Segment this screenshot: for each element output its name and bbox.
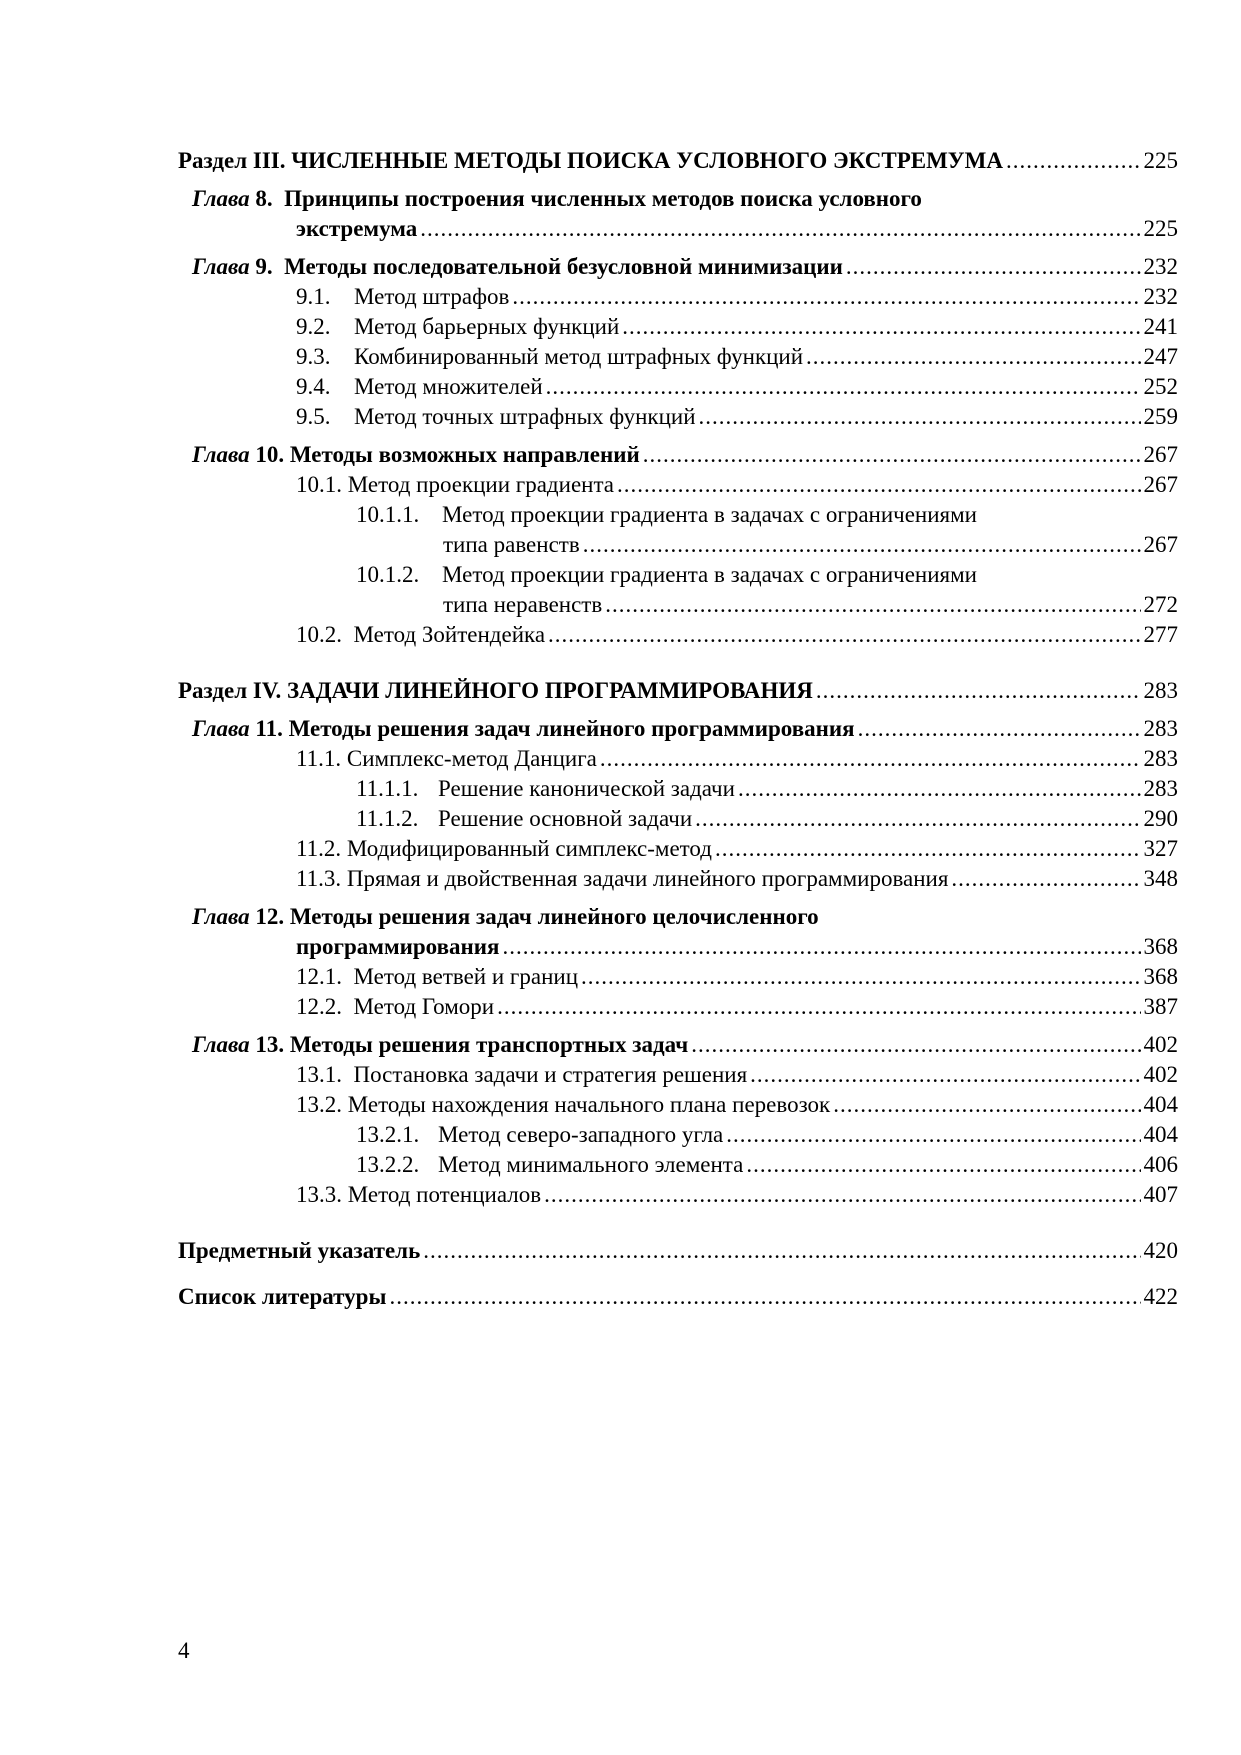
leader-dots <box>833 1090 1140 1120</box>
subsection-title-cont: типа неравенств <box>443 592 603 617</box>
chapter-prefix: Глава <box>192 186 250 211</box>
leader-dots <box>423 1236 1140 1266</box>
toc-entry-10-1[interactable] <box>178 470 1178 500</box>
subsection-number: 11.1.1. <box>356 776 419 801</box>
subsection-title: Метод минимального элемента <box>438 1152 744 1177</box>
chapter-title: Методы последовательной безусловной минимизации <box>284 254 843 279</box>
chapter-number: 11. <box>255 716 283 741</box>
section-number: 13.2. <box>296 1092 342 1117</box>
page-ref: 404 <box>1143 1092 1178 1117</box>
page-ref: 283 <box>1143 746 1178 771</box>
toc-entry-13-3[interactable] <box>178 1180 1178 1210</box>
chapter-title-cont: программирования <box>296 934 500 959</box>
section-title: Постановка задачи и стратегия решения <box>353 1062 748 1087</box>
subsection-title-cont: типа равенств <box>443 532 580 557</box>
toc-entry-section-4[interactable] <box>178 676 1178 706</box>
chapter-title-cont: экстремума <box>296 216 418 241</box>
page-ref: 247 <box>1143 344 1178 369</box>
section-number: 12.2. <box>296 994 342 1019</box>
page-ref: 402 <box>1143 1032 1178 1057</box>
page-ref: 259 <box>1143 404 1178 429</box>
toc-entry-chapter-13[interactable] <box>178 1030 1178 1060</box>
leader-dots <box>546 372 1141 402</box>
page-ref: 283 <box>1143 776 1178 801</box>
toc-entry-9-2[interactable] <box>178 312 1178 342</box>
section-title: Метод точных штрафных функций <box>354 404 696 429</box>
toc-entry-13-2-1[interactable] <box>178 1120 1178 1150</box>
page-ref: 327 <box>1143 836 1178 861</box>
page-ref: 277 <box>1143 622 1178 647</box>
toc-entry-12-1[interactable] <box>178 962 1178 992</box>
section-number: 11.1. <box>296 746 342 771</box>
toc-entry-13-2-2[interactable] <box>178 1150 1178 1180</box>
toc-entry-chapter-8-cont[interactable] <box>178 214 1178 244</box>
toc-entry-9-1[interactable] <box>178 282 1178 312</box>
chapter-number: 12. <box>255 904 285 929</box>
page-ref: 283 <box>1143 678 1178 703</box>
section-title: Метод потенциалов <box>347 1182 542 1207</box>
leader-dots <box>738 774 1141 804</box>
page-ref: 387 <box>1143 994 1178 1019</box>
toc-entry-13-1[interactable] <box>178 1060 1178 1090</box>
section-number: 10.2. <box>296 622 342 647</box>
toc-entry-11-2[interactable] <box>178 834 1178 864</box>
section-title: Прямая и двойственная задачи линейного программирования <box>346 866 949 891</box>
page-ref: 232 <box>1143 284 1178 309</box>
subsection-title: Метод проекции градиента в задачах с ограничениями <box>442 502 977 527</box>
toc-entry-section-3[interactable] <box>178 146 1178 176</box>
section-label: Раздел III. <box>178 148 286 173</box>
section-title: Метод множителей <box>354 374 543 399</box>
leader-dots <box>726 1120 1140 1150</box>
page-ref: 290 <box>1143 806 1178 831</box>
toc-entry-11-1[interactable] <box>178 744 1178 774</box>
toc-entry-chapter-8[interactable] <box>178 184 1178 214</box>
chapter-prefix: Глава <box>192 904 250 929</box>
section-number: 13.3. <box>296 1182 342 1207</box>
leader-dots <box>512 282 1140 312</box>
leader-dots <box>617 470 1140 500</box>
entry-title: Список литературы <box>178 1284 387 1309</box>
leader-dots <box>846 252 1141 282</box>
leader-dots <box>600 744 1141 774</box>
leader-dots <box>695 804 1140 834</box>
toc-entry-10-1-1[interactable] <box>178 500 1178 530</box>
toc-entry-index[interactable] <box>178 1236 1178 1266</box>
toc-entry-10-1-1-cont[interactable] <box>178 530 1178 560</box>
chapter-title: Методы возможных направлений <box>289 442 640 467</box>
subsection-number: 10.1.1. <box>356 502 420 527</box>
toc-entry-11-1-1[interactable] <box>178 774 1178 804</box>
leader-dots <box>502 932 1140 962</box>
page-ref: 422 <box>1143 1284 1178 1309</box>
subsection-title: Решение канонической задачи <box>438 776 735 801</box>
page-ref: 241 <box>1143 314 1178 339</box>
leader-dots <box>497 992 1140 1022</box>
chapter-prefix: Глава <box>192 442 250 467</box>
leader-dots <box>858 714 1141 744</box>
leader-dots <box>581 962 1141 992</box>
section-title: Метод Гомори <box>353 994 495 1019</box>
toc-entry-chapter-12-cont[interactable] <box>178 932 1178 962</box>
section-title: Комбинированный метод штрафных функций <box>354 344 804 369</box>
section-label: Раздел IV. <box>178 678 282 703</box>
subsection-title: Метод проекции градиента в задачах с ограничениями <box>442 562 977 587</box>
table-of-contents <box>178 146 1178 1312</box>
leader-dots <box>715 834 1141 864</box>
leader-dots <box>389 1282 1140 1312</box>
section-number: 9.1. <box>296 284 331 309</box>
toc-entry-9-5[interactable] <box>178 402 1178 432</box>
section-title: Метод штрафов <box>354 284 510 309</box>
chapter-title: Принципы построения численных методов поиска условного <box>284 186 922 211</box>
leader-dots <box>746 1150 1140 1180</box>
section-number: 10.1. <box>296 472 342 497</box>
page-ref: 267 <box>1143 532 1178 557</box>
section-number: 11.2. <box>296 836 342 861</box>
toc-entry-13-2[interactable] <box>178 1090 1178 1120</box>
toc-entry-chapter-12[interactable] <box>178 902 1178 932</box>
section-number: 13.1. <box>296 1062 342 1087</box>
page-ref: 225 <box>1143 216 1178 241</box>
toc-entry-chapter-9[interactable] <box>178 252 1178 282</box>
toc-entry-9-3[interactable] <box>178 342 1178 372</box>
section-number: 9.5. <box>296 404 331 429</box>
chapter-title: Методы решения задач линейного целочисленного <box>289 904 819 929</box>
subsection-number: 11.1.2. <box>356 806 419 831</box>
chapter-prefix: Глава <box>192 716 250 741</box>
section-title: Метод проекции градиента <box>347 472 615 497</box>
toc-entry-9-4[interactable] <box>178 372 1178 402</box>
toc-entry-chapter-10[interactable] <box>178 440 1178 470</box>
leader-dots <box>643 440 1141 470</box>
leader-dots <box>699 402 1141 432</box>
toc-entry-chapter-11[interactable] <box>178 714 1178 744</box>
toc-entry-references[interactable] <box>178 1282 1178 1312</box>
page-ref: 368 <box>1143 934 1178 959</box>
section-title: Метод барьерных функций <box>354 314 620 339</box>
section-number: 11.3. <box>296 866 342 891</box>
chapter-title: Методы решения транспортных задач <box>289 1032 689 1057</box>
chapter-prefix: Глава <box>192 1032 250 1057</box>
leader-dots <box>605 590 1140 620</box>
section-number: 9.3. <box>296 344 331 369</box>
page-ref: 267 <box>1143 442 1178 467</box>
page-ref: 267 <box>1143 472 1178 497</box>
page-ref: 232 <box>1143 254 1178 279</box>
chapter-number: 8. <box>255 186 273 211</box>
page-ref: 406 <box>1143 1152 1178 1177</box>
page-ref: 407 <box>1143 1182 1178 1207</box>
page-ref: 420 <box>1143 1238 1178 1263</box>
page-ref: 252 <box>1143 374 1178 399</box>
section-number: 12.1. <box>296 964 342 989</box>
section-title: Метод ветвей и границ <box>353 964 578 989</box>
section-number: 9.4. <box>296 374 331 399</box>
subsection-title: Решение основной задачи <box>438 806 693 831</box>
toc-entry-11-1-2[interactable] <box>178 804 1178 834</box>
chapter-prefix: Глава <box>192 254 250 279</box>
section-title: Симплекс-метод Данцига <box>346 746 597 771</box>
leader-dots <box>750 1060 1140 1090</box>
section-number: 9.2. <box>296 314 331 339</box>
section-title: Метод Зойтендейка <box>353 622 546 647</box>
section-title: Модифицированный симплекс-метод <box>346 836 712 861</box>
page-ref: 272 <box>1143 592 1178 617</box>
page-ref: 368 <box>1143 964 1178 989</box>
subsection-number: 13.2.2. <box>356 1152 420 1177</box>
section-title: ЧИСЛЕННЫЕ МЕТОДЫ ПОИСКА УСЛОВНОГО ЭКСТРЕМУМА <box>291 148 1003 173</box>
leader-dots <box>583 530 1141 560</box>
leader-dots <box>1006 146 1141 176</box>
section-title: Методы нахождения начального плана перевозок <box>347 1092 831 1117</box>
toc-entry-12-2[interactable] <box>178 992 1178 1022</box>
subsection-title: Метод северо-западного угла <box>438 1122 724 1147</box>
leader-dots <box>544 1180 1140 1210</box>
leader-dots <box>548 620 1140 650</box>
leader-dots <box>691 1030 1140 1060</box>
entry-title: Предметный указатель <box>178 1238 421 1263</box>
page-ref: 348 <box>1143 866 1178 891</box>
page-ref: 225 <box>1143 148 1178 173</box>
toc-entry-10-2[interactable] <box>178 620 1178 650</box>
leader-dots <box>816 676 1141 706</box>
chapter-number: 9. <box>255 254 273 279</box>
leader-dots <box>622 312 1140 342</box>
leader-dots <box>951 864 1140 894</box>
chapter-title: Методы решения задач линейного программирования <box>288 716 855 741</box>
chapter-number: 10. <box>255 442 285 467</box>
page-ref: 283 <box>1143 716 1178 741</box>
section-title: ЗАДАЧИ ЛИНЕЙНОГО ПРОГРАММИРОВАНИЯ <box>286 678 813 703</box>
toc-entry-10-1-2[interactable] <box>178 560 1178 590</box>
chapter-number: 13. <box>255 1032 285 1057</box>
leader-dots <box>420 214 1140 244</box>
page-ref: 404 <box>1143 1122 1178 1147</box>
leader-dots <box>806 342 1140 372</box>
subsection-number: 13.2.1. <box>356 1122 420 1147</box>
page-ref: 402 <box>1143 1062 1178 1087</box>
toc-entry-11-3[interactable] <box>178 864 1178 894</box>
page-number: 4 <box>178 1638 190 1663</box>
subsection-number: 10.1.2. <box>356 562 420 587</box>
toc-entry-10-1-2-cont[interactable] <box>178 590 1178 620</box>
